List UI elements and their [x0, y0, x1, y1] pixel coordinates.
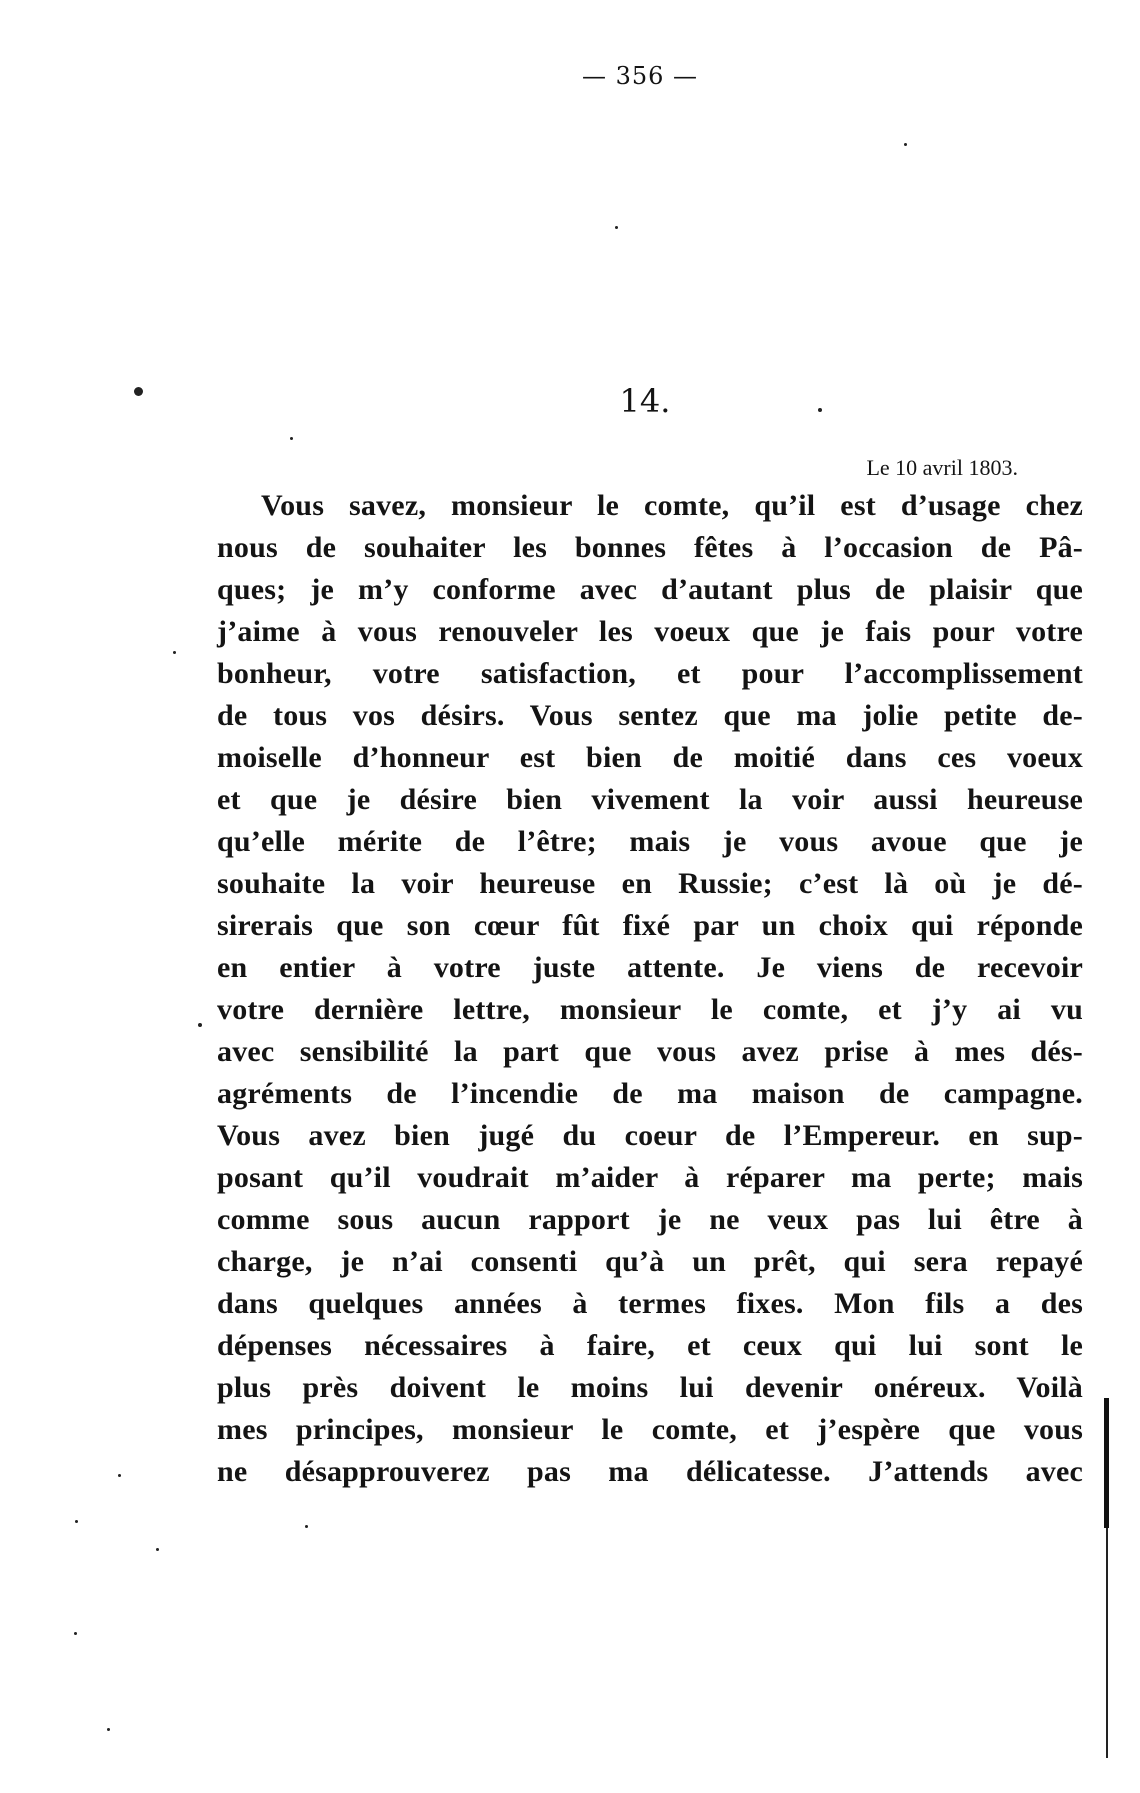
text-line: mes principes, monsieur le comte, et j’espère que vous [217, 1413, 1083, 1446]
scan-speck [305, 1525, 308, 1528]
text-line: moiselle d’honneur est bien de moitié dans ces voeux [217, 741, 1083, 774]
scan-speck [290, 437, 293, 440]
text-line: en entier à votre juste attente. Je viens de recevoir [217, 951, 1083, 984]
text-line: dans quelques années à termes fixes. Mon fils a des [217, 1287, 1083, 1320]
scan-speck [118, 1474, 121, 1477]
scan-speck [615, 226, 618, 229]
page-edge-rule-thin [1106, 1528, 1108, 1758]
text-line: comme sous aucun rapport je ne veux pas lui être à [217, 1203, 1083, 1236]
text-line: posant qu’il voudrait m’aider à réparer ma perte; mais [217, 1161, 1083, 1194]
scan-speck [904, 143, 907, 146]
scan-speck [74, 1632, 77, 1635]
text-line: sirerais que son cœur fût fixé par un choix qui réponde [217, 909, 1083, 942]
text-line: j’aime à vous renouveler les voeux que je fais pour votre [217, 615, 1083, 648]
text-line: avec sensibilité la part que vous avez prise à mes dés- [217, 1035, 1083, 1068]
scan-speck [156, 1548, 159, 1551]
text-line: qu’elle mérite de l’être; mais je vous avoue que je [217, 825, 1083, 858]
scan-speck [134, 387, 143, 396]
text-line: ne désapprouverez pas ma délicatesse. J’attends avec [217, 1455, 1083, 1488]
letter-number: 14. [619, 382, 671, 420]
text-line: bonheur, votre satisfaction, et pour l’accomplissement [217, 657, 1083, 690]
dateline: Le 10 avril 1803. [866, 455, 1018, 480]
text-line: plus près doivent le moins lui devenir onéreux. Voilà [217, 1371, 1083, 1404]
text-line: Vous avez bien jugé du coeur de l’Empereur. en sup- [217, 1119, 1083, 1152]
page-edge-rule [1104, 1398, 1109, 1528]
text-line: et que je désire bien vivement la voir aussi heureuse [217, 783, 1083, 816]
text-line: ques; je m’y conforme avec d’autant plus de plaisir que [217, 573, 1083, 606]
scan-speck [818, 408, 822, 412]
text-line: Vous savez, monsieur le comte, qu’il est d’usage chez [261, 489, 1083, 522]
text-line: votre dernière lettre, monsieur le comte, et j’y ai vu [217, 993, 1083, 1026]
letter-body [217, 485, 1083, 1493]
text-line: dépenses nécessaires à faire, et ceux qui lui sont le [217, 1329, 1083, 1362]
text-line: nous de souhaiter les bonnes fêtes à l’occasion de Pâ- [217, 531, 1083, 564]
page-number: — 356 — [581, 62, 699, 90]
scan-speck [173, 651, 176, 654]
scan-speck [107, 1728, 110, 1731]
text-line: agréments de l’incendie de ma maison de campagne. [217, 1077, 1083, 1110]
text-line: charge, je n’ai consenti qu’à un prêt, qui sera repayé [217, 1245, 1083, 1278]
text-line: souhaite la voir heureuse en Russie; c’est là où je dé- [217, 867, 1083, 900]
scan-speck [198, 1023, 202, 1027]
text-line: de tous vos désirs. Vous sentez que ma jolie petite de- [217, 699, 1083, 732]
scan-speck [75, 1520, 78, 1523]
